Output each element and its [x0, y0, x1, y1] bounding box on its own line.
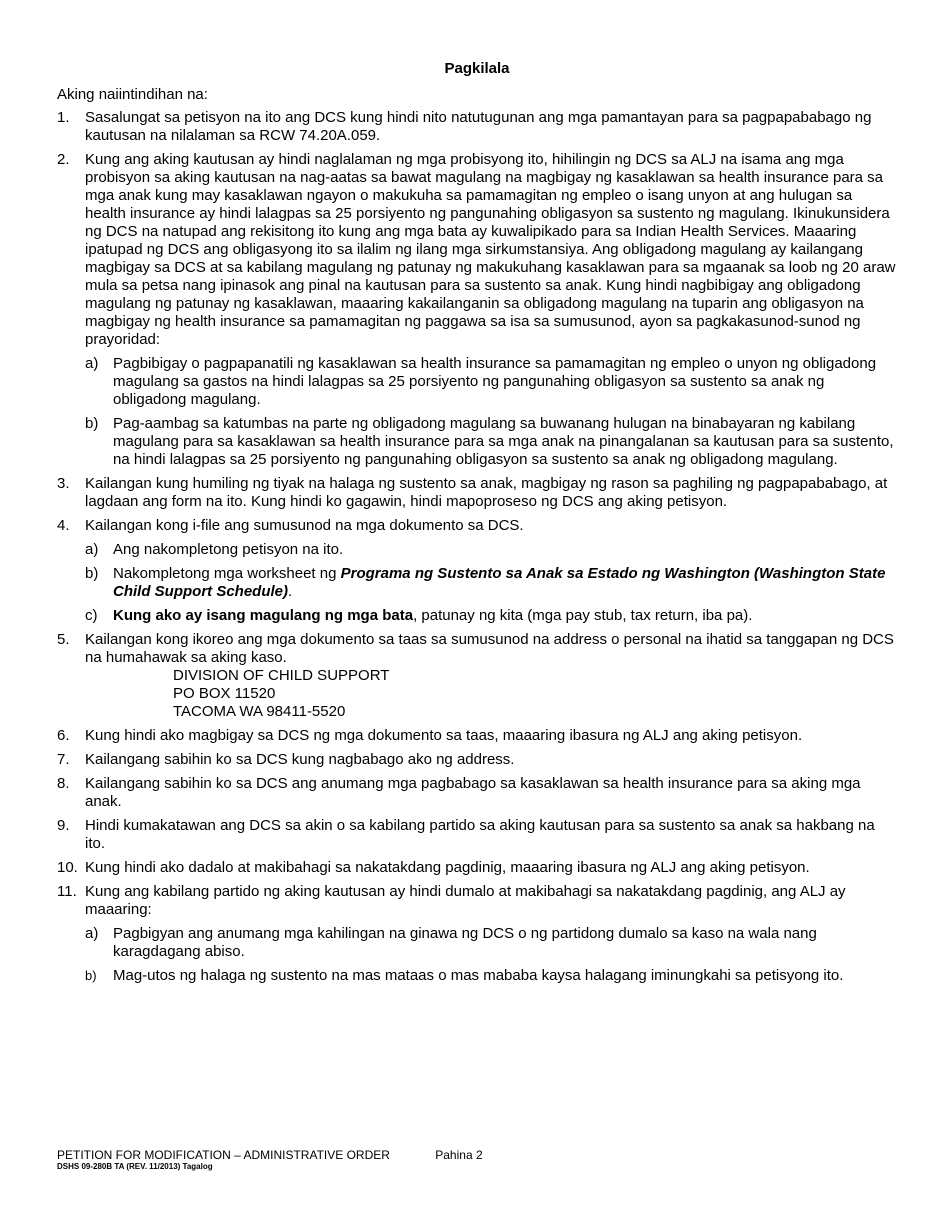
sub-item-label: a) [85, 355, 99, 372]
item-text: Kailangang sabihin ko sa DCS kung nagbabago ako ng address. [85, 751, 515, 768]
sub-item-text: Ang nakompletong petisyon na ito. [113, 541, 344, 558]
item-number: 11. [57, 883, 77, 900]
page-title: Pagkilala [444, 60, 510, 77]
sub-item-label: b) [85, 415, 99, 432]
sub-item-label: b) [85, 565, 99, 582]
list-item-9 [57, 817, 897, 853]
list-item-10 [57, 859, 897, 877]
list-item-5 [57, 631, 897, 721]
item-number: 8. [57, 775, 70, 792]
item-number: 2. [57, 151, 70, 168]
sub-item-text-prefix: Nakompletong mga worksheet ng [113, 565, 341, 582]
item-text: Kung ang kabilang partido ng aking kautusan ay hindi dumalo at makibahagi sa nakatakdang pagdinig, ang ALJ ay maaaring: [85, 883, 846, 918]
item-text: Kung hindi ako magbigay sa DCS ng mga dokumento sa taas, maaaring ibasura ng ALJ ang aking petisyon. [85, 727, 803, 744]
sub-item-4b [85, 565, 897, 601]
sub-item-label: a) [85, 541, 99, 558]
item-number: 10. [57, 859, 78, 876]
sub-item-label: c) [85, 607, 98, 624]
sub-item-2a [85, 355, 897, 409]
item-number: 1. [57, 109, 70, 126]
item-text: Kailangang sabihin ko sa DCS ang anumang mga pagbabago sa kasaklawan sa health insurance para sa aking mga anak. [85, 775, 861, 810]
sub-item-11a [85, 925, 897, 961]
list-item-11 [57, 883, 897, 985]
list-item-7 [57, 751, 897, 769]
list-item-1 [57, 109, 897, 145]
item-number: 4. [57, 517, 70, 534]
item-number: 6. [57, 727, 70, 744]
sub-item-4a [85, 541, 897, 559]
sub-item-bold-text: Kung ako ay isang magulang ng mga bata [113, 607, 414, 624]
schedule-name: Programa ng Sustento sa Anak sa Estado ng Washington (Washington State Child Support Schedule) [113, 565, 886, 600]
sub-item-text: , patunay ng kita (mga pay stub, tax return, iba pa). [413, 607, 753, 624]
page-number: Pahina 2 [435, 1148, 483, 1162]
item-text: Kailangan kong ikoreo ang mga dokumento sa taas sa sumusunod na address o personal na ihatid sa tanggapan ng DCS na humahawak sa aking kaso. [85, 631, 894, 666]
item-text: Kung ang aking kautusan ay hindi naglalaman ng mga probisyong ito, hihilingin ng DCS sa ALJ na isama ang mga probisyon sa aking kautusan na nag-aatas sa bawat magulang na magbigay ng kasaklawan sa health insurance para sa mga anak kung may kasaklawan ngayon o makukuha sa pamamagitan ng empleo o isang unyon at ang hulugan sa health insurance ay hindi lalagpas sa 25 porsiyento ng pangunahing obligasyon sa sustento ng magulang. Ikinukunsidera ng DCS na natupad ang rekisitong ito kung ang mga bata ay kuwalipikado para sa Indian Health Services. Maaaring ipatupad ng DCS ang obligasyong ito sa ilalim ng ilang mga sirkumstansiya. Ang obligadong magulang ay kailangang magbigay sa DCS at sa kabilang magulang ng patunay ng makukuhang kasaklawan para sa mgaanak sa loob ng 20 araw mula sa petsa nang ipinasok ang pinal na kautusan para sa sustento sa anak. Kung hindi nagbibigay ang obligadong magulang ng patunay ng kasaklawan, maaaring kakailanganin sa obligadong magulang na tuparin ang obligasyon na magbigay ng health insurance sa pamamagitan ng paggawa sa isa sa sumusunod, ayon sa pagkakasunod-sunod ng prayoridad: [85, 151, 896, 348]
sub-item-label: a) [85, 925, 99, 942]
sub-item-text: Mag-utos ng halaga ng sustento na mas mataas o mas mababa kaysa halagang iminungkahi sa petisyong ito. [113, 967, 844, 984]
item-number: 3. [57, 475, 70, 492]
address-line: DIVISION OF CHILD SUPPORT [173, 667, 390, 684]
item-number: 7. [57, 751, 70, 768]
intro-text: Aking naiintindihan na: [57, 86, 208, 103]
address-line: PO BOX 11520 [173, 685, 276, 702]
list-item-2 [57, 151, 897, 469]
sub-item-text-suffix: . [288, 583, 293, 600]
item-number: 5. [57, 631, 70, 648]
item-text: Sasalungat sa petisyon na ito ang DCS kung hindi nito natutugunan ang mga pamantayan para sa pagpapababago ng kautusan na nilalaman sa RCW 74.20A.059. [85, 109, 872, 144]
address-line: TACOMA WA 98411-5520 [173, 703, 346, 720]
sub-list [85, 541, 897, 625]
form-id: DSHS 09-280B TA (REV. 11/2013) Tagalog [57, 1162, 213, 1171]
item-text: Kung hindi ako dadalo at makibahagi sa nakatakdang pagdinig, maaaring ibasura ng ALJ ang aking petisyon. [85, 859, 810, 876]
item-text: Kailangan kong i-file ang sumusunod na mga dokumento sa DCS. [85, 517, 524, 534]
item-text: Kailangan kung humiling ng tiyak na halaga ng sustento sa anak, magbigay ng rason sa paghiling ng pagpapababago, at lagdaan ang form na ito. Kung hindi ko gagawin, hindi mapoproseso ng DCS ang aking petisyon. [85, 475, 888, 510]
sub-item-text: Pagbibigay o pagpapanatili ng kasaklawan sa health insurance sa pamamagitan ng empleo o unyon ng obligadong magulang sa gastos na hindi lalagpas sa 25 porsiyento ng pangunahing obligasyon sa sustento sa anak ng obligadong magulang. [113, 355, 877, 408]
sub-list [85, 355, 897, 469]
list-item-3 [57, 475, 897, 511]
sub-list [85, 925, 897, 985]
acknowledgment-list [57, 109, 897, 985]
footer-line [57, 1148, 897, 1162]
item-text: Hindi kumakatawan ang DCS sa akin o sa kabilang partido sa aking kautusan para sa sustento sa anak sa hakbang na ito. [85, 817, 875, 852]
page-footer [57, 1148, 897, 1172]
sub-item-11b [85, 967, 897, 985]
sub-item-text: Pagbigyan ang anumang mga kahilingan na ginawa ng DCS o ng partidong dumalo sa kaso na wala nang karagdagang abiso. [113, 925, 817, 960]
mailing-address [173, 667, 897, 721]
sub-item-4c [85, 607, 897, 625]
list-item-4 [57, 517, 897, 625]
form-title: PETITION FOR MODIFICATION – ADMINISTRATIVE ORDER [57, 1148, 390, 1162]
sub-item-label: b) [85, 968, 97, 983]
item-number: 9. [57, 817, 70, 834]
sub-item-text: Pag-aambag sa katumbas na parte ng obligadong magulang sa buwanang hulugan na binabayaran ng kabilang magulang para sa kasaklawan sa health insurance para sa mga anak na pinangalanan sa kautusan para sa sustento, na hindi lalagpas sa 25 porsiyento ng pangunahing obligasyon sa sustento sa anak ng obligadong magulang. [113, 415, 894, 468]
list-item-6 [57, 727, 897, 745]
document-page [57, 60, 897, 991]
list-item-8 [57, 775, 897, 811]
sub-item-2b [85, 415, 897, 469]
